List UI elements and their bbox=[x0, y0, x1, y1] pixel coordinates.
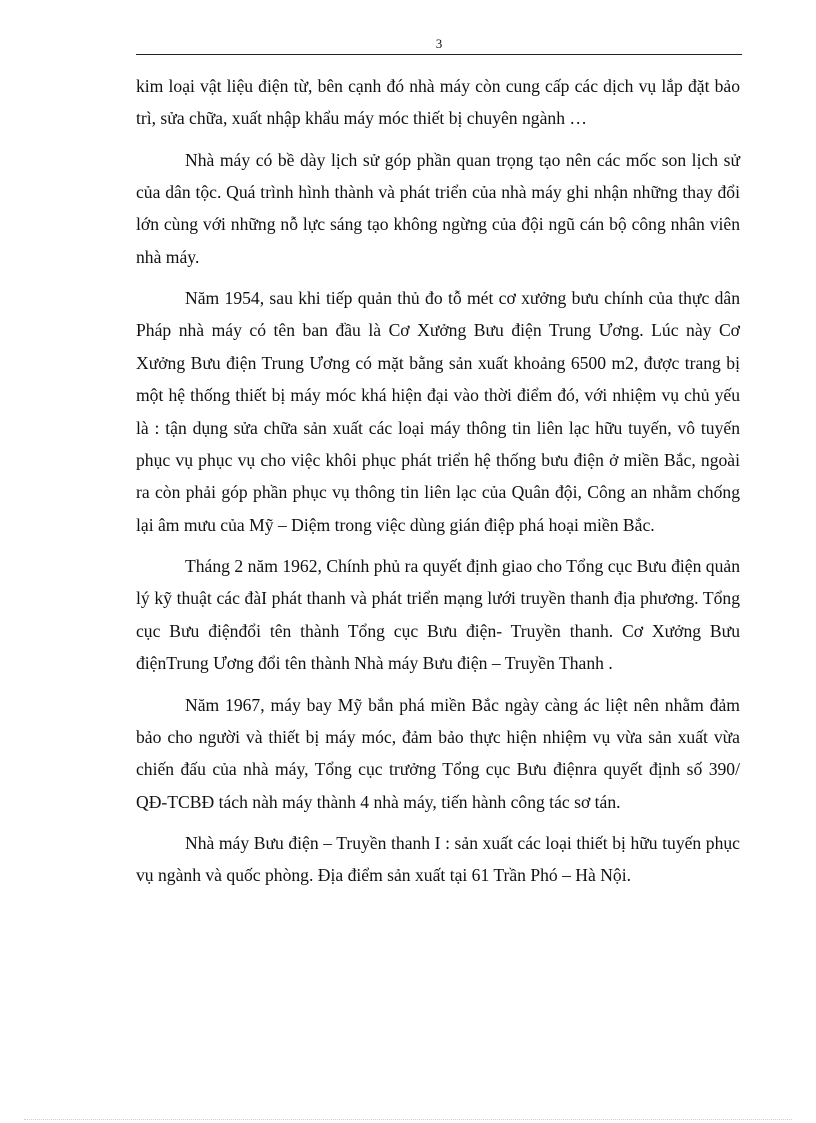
paragraph-1954: Năm 1954, sau khi tiếp quản thủ đo tỗ mét cơ xưởng bưu chính của thực dân Pháp nhà máy có tên ban đầu là Cơ Xưởng Bưu điện Trung Ương. Lúc này Cơ Xưởng Bưu điện Trung Ương có mặt bằng sản xuất khoảng 6500 m2, được trang bị một hệ thống thiết bị máy móc khá hiện đại vào thời điểm đó, với nhiệm vụ chủ yếu là : tận dụng sửa chữa sản xuất các loại máy thông tin liên lạc hữu tuyến, vô tuyến phục vụ phục vụ cho việc khôi phục phát triển hệ thống bưu điện ở miền Bắc, ngoài ra còn phải góp phần phục vụ thông tin liên lạc của Quân đội, Công an nhằm chống lại âm mưu của Mỹ – Diệm trong việc dùng gián điệp phá hoại miền Bắc. bbox=[136, 288, 740, 535]
paragraph-history: Nhà máy có bề dày lịch sử góp phần quan trọng tạo nên các mốc son lịch sử của dân tộc. Quá trình hình thành và phát triển của nhà máy ghi nhận những thay đổi lớn cùng với những nỗ lực sáng tạo không ngừng của đội ngũ cán bộ công nhân viên nhà máy. bbox=[136, 149, 740, 267]
paragraph-1967: Năm 1967, máy bay Mỹ bắn phá miền Bắc ngày càng ác liệt nên nhằm đảm bảo cho người và thiết bị máy móc, đảm bảo thực hiện nhiệm vụ vừa sản xuất vừa chiến đấu của nhà máy, Tổng cục trưởng Tổng cục Bưu điệnra quyết định số 390/ QĐ-TCBĐ tách nàh máy thành 4 nhà máy, tiến hành công tác sơ tán. bbox=[136, 694, 740, 812]
paragraph-continuation: kim loại vật liệu điện từ, bên cạnh đó nhà máy còn cung cấp các dịch vụ lắp đặt bảo trì, sửa chữa, xuất nhập khẩu máy móc thiết bị chuyên ngành … bbox=[136, 76, 740, 129]
document-body bbox=[136, 70, 740, 901]
page-bottom-border bbox=[24, 1119, 792, 1120]
page-number: 3 bbox=[435, 36, 443, 51]
paragraph-1962: Tháng 2 năm 1962, Chính phủ ra quyết định giao cho Tổng cục Bưu điện quản lý kỹ thuật các đàI phát thanh và phát triển mạng lưới truyền thanh địa phương. Tổng cục Bưu điệnđổi tên thành Tổng cục Bưu điện- Truyền thanh. Cơ Xưởng Bưu điệnTrung Ương đổi tên thành Nhà máy Bưu điện – Truyền Thanh . bbox=[136, 556, 740, 674]
paragraph-factory-1: Nhà máy Bưu điện – Truyền thanh I : sản xuất các loại thiết bị hữu tuyến phục vụ ngành và quốc phòng. Địa điểm sản xuất tại 61 Trần Phó – Hà Nội. bbox=[136, 832, 740, 886]
page-header bbox=[136, 36, 742, 55]
